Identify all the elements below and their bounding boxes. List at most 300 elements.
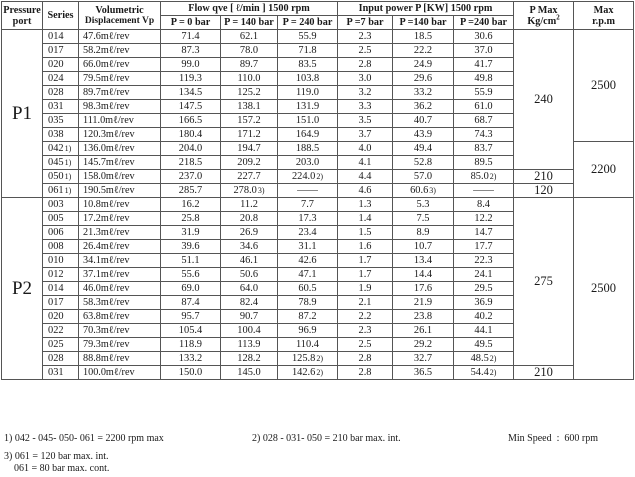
power-7bar-cell — [338, 226, 393, 240]
header-pmax-unit: $Kg/cm^2$ — [527, 13, 560, 27]
power-140bar-cell — [393, 86, 454, 100]
power-240bar-cell — [454, 198, 514, 212]
flow-140bar-cell-value: 227.7 — [237, 171, 261, 182]
max-rpm-cell — [574, 198, 634, 380]
series-cell-value: 008 — [48, 241, 64, 252]
power-140bar-cell-value: 32.7 — [413, 353, 433, 364]
power-140bar-cell — [393, 338, 454, 352]
power-7bar-cell — [338, 282, 393, 296]
displacement-cell-value: 66.0mℓ/rev — [83, 59, 130, 70]
power-240bar-cell — [454, 254, 514, 268]
displacement-cell-value: 145.7mℓ/rev — [83, 157, 135, 168]
series-cell-value: 014 — [48, 31, 64, 42]
displacement-cell — [79, 184, 161, 198]
power-240bar-cell-value: 24.1 — [474, 269, 493, 280]
power-7bar-cell — [338, 240, 393, 254]
displacement-cell — [79, 30, 161, 44]
displacement-cell — [79, 170, 161, 184]
power-240bar-cell — [454, 226, 514, 240]
flow-240bar-cell-value: 142.6 — [291, 367, 316, 378]
pmax-cell — [514, 184, 574, 198]
power-140bar-cell — [393, 352, 454, 366]
header-input-power: Input power P [KW] 1500 rpm — [338, 2, 514, 16]
power-7bar-cell — [338, 72, 393, 86]
flow-0bar-cell-value: 237.0 — [178, 171, 203, 182]
flow-240bar-cell-value: 203.0 — [295, 157, 320, 168]
power-140bar-cell — [393, 282, 454, 296]
flow-0bar-cell — [161, 114, 221, 128]
flow-240bar-cell — [278, 226, 338, 240]
flow-240bar-cell — [278, 212, 338, 226]
displacement-cell — [79, 156, 161, 170]
power-240bar-cell — [454, 352, 514, 366]
power-140bar-cell-value: 5.3 — [416, 199, 430, 210]
header-power-240bar: P =240 bar — [454, 16, 514, 30]
power-7bar-cell-value: 2.8 — [358, 353, 372, 364]
power-140bar-cell-value: 23.8 — [413, 311, 433, 322]
max-rpm-cell — [574, 142, 634, 198]
displacement-cell-value: 70.3mℓ/rev — [83, 325, 130, 336]
power-240bar-cell — [454, 338, 514, 352]
flow-140bar-cell — [221, 212, 278, 226]
displacement-cell-value: 17.2mℓ/rev — [83, 213, 130, 224]
flow-240bar-cell-value: 151.0 — [295, 115, 320, 126]
series-cell — [43, 212, 79, 226]
series-cell — [43, 352, 79, 366]
power-240bar-cell — [454, 268, 514, 282]
table-header — [2, 2, 634, 30]
series-cell-value: 017 — [48, 297, 64, 308]
power-240bar-cell-value: —— — [473, 185, 494, 196]
power-140bar-cell — [393, 268, 454, 282]
power-240bar-cell — [454, 366, 514, 380]
displacement-cell — [79, 72, 161, 86]
power-140bar-cell — [393, 212, 454, 226]
flow-240bar-cell-value: 110.4 — [296, 339, 319, 350]
series-cell — [43, 310, 79, 324]
power-7bar-cell — [338, 170, 393, 184]
power-240bar-cell-value: 41.7 — [474, 59, 493, 70]
series-cell — [43, 100, 79, 114]
flow-140bar-cell — [221, 86, 278, 100]
power-240bar-cell — [454, 212, 514, 226]
series-cell — [43, 58, 79, 72]
flow-0bar-cell-value: 39.6 — [181, 241, 200, 252]
flow-140bar-cell-value: 125.2 — [237, 87, 261, 98]
flow-240bar-cell — [278, 184, 338, 198]
power-240bar-cell — [454, 86, 514, 100]
pmax-cell-value: 240 — [534, 92, 553, 106]
flow-0bar-cell — [161, 72, 221, 86]
power-240bar-cell-value: 29.5 — [474, 283, 493, 294]
flow-0bar-cell-value: 118.9 — [179, 339, 202, 350]
power-7bar-cell — [338, 86, 393, 100]
displacement-cell-value: 21.3mℓ/rev — [83, 227, 130, 238]
power-140bar-cell-value: 22.2 — [413, 45, 433, 56]
displacement-cell-value: 88.8mℓ/rev — [83, 353, 130, 364]
power-7bar-cell — [338, 268, 393, 282]
table-row — [2, 30, 634, 44]
flow-0bar-cell — [161, 170, 221, 184]
footnote-3b: 061 = 80 bar max. cont. — [14, 463, 110, 474]
header-pmax-title: P Max — [529, 4, 558, 16]
power-140bar-cell — [393, 170, 454, 184]
footnote-marker: 1) — [64, 172, 72, 181]
displacement-cell — [79, 212, 161, 226]
series-cell — [43, 156, 79, 170]
power-240bar-cell — [454, 142, 514, 156]
flow-140bar-cell-value: 11.2 — [240, 199, 258, 210]
flow-240bar-cell — [278, 142, 338, 156]
table-body — [2, 30, 634, 380]
series-cell-value: 042 — [48, 143, 64, 154]
power-140bar-cell — [393, 30, 454, 44]
power-240bar-cell-value: 49.8 — [474, 73, 493, 84]
footnote-marker: 1) — [64, 158, 72, 167]
power-7bar-cell-value: 2.8 — [358, 59, 372, 70]
displacement-cell — [79, 198, 161, 212]
power-140bar-cell-value: 33.2 — [413, 87, 433, 98]
header-volumetric-sub: Displacement Vp — [84, 15, 155, 26]
flow-240bar-cell — [278, 44, 338, 58]
flow-140bar-cell-value: 46.1 — [239, 255, 259, 266]
footnote-marker: 3) — [257, 186, 265, 195]
flow-0bar-cell — [161, 44, 221, 58]
power-7bar-cell-value: 1.7 — [358, 269, 372, 280]
flow-140bar-cell — [221, 366, 278, 380]
pmax-cell-value: 210 — [534, 365, 553, 379]
header-max-rpm-sub: r.p.m — [592, 15, 615, 27]
power-7bar-cell-value: 1.4 — [358, 213, 372, 224]
footnote-marker: 2) — [316, 172, 324, 181]
power-240bar-cell-value: 68.7 — [474, 115, 493, 126]
table-row — [2, 198, 634, 212]
power-7bar-cell — [338, 114, 393, 128]
power-7bar-cell — [338, 366, 393, 380]
series-cell — [43, 338, 79, 352]
power-240bar-cell-value: 17.7 — [474, 241, 493, 252]
footnote-marker: 1) — [64, 186, 72, 195]
flow-0bar-cell — [161, 296, 221, 310]
series-cell-value: 045 — [48, 157, 64, 168]
power-240bar-cell-value: 12.2 — [474, 213, 493, 224]
flow-140bar-cell — [221, 310, 278, 324]
power-7bar-cell-value: 1.6 — [358, 241, 372, 252]
series-cell-value: 050 — [48, 171, 64, 182]
flow-240bar-cell-value: 83.5 — [298, 59, 317, 70]
series-cell — [43, 30, 79, 44]
flow-240bar-cell — [278, 324, 338, 338]
min-speed-note: Min Speed : 600 rpm — [508, 433, 598, 444]
flow-140bar-cell — [221, 240, 278, 254]
flow-0bar-cell-value: 134.5 — [178, 87, 203, 98]
power-240bar-cell-value: 30.6 — [474, 31, 493, 42]
power-7bar-cell — [338, 296, 393, 310]
power-7bar-cell-value: 3.7 — [358, 129, 372, 140]
power-7bar-cell-value: 4.1 — [358, 157, 372, 168]
flow-240bar-cell-value: 87.2 — [298, 311, 317, 322]
displacement-cell — [79, 240, 161, 254]
max-rpm-cell-value: 2500 — [591, 78, 617, 92]
flow-140bar-cell-value: 157.2 — [237, 115, 261, 126]
displacement-cell — [79, 324, 161, 338]
flow-0bar-cell — [161, 198, 221, 212]
power-240bar-cell — [454, 44, 514, 58]
flow-0bar-cell — [161, 310, 221, 324]
flow-140bar-cell — [221, 170, 278, 184]
power-140bar-cell-value: 14.4 — [413, 269, 433, 280]
flow-0bar-cell — [161, 282, 221, 296]
flow-140bar-cell-value: 138.1 — [237, 101, 261, 112]
flow-0bar-cell — [161, 226, 221, 240]
header-power-140bar: P =140 bar — [393, 16, 454, 30]
flow-140bar-cell — [221, 100, 278, 114]
power-240bar-cell — [454, 58, 514, 72]
flow-0bar-cell — [161, 338, 221, 352]
power-7bar-cell-value: 2.1 — [358, 297, 372, 308]
flow-140bar-cell-value: 278.0 — [233, 185, 257, 196]
max-rpm-cell-value: 2500 — [591, 281, 617, 295]
power-140bar-cell-value: 49.4 — [413, 143, 433, 154]
power-7bar-cell-value: 2.5 — [358, 339, 372, 350]
flow-140bar-cell — [221, 156, 278, 170]
flow-140bar-cell — [221, 72, 278, 86]
footnote-3a: 3) 061 = 120 bar max. int. — [4, 451, 109, 462]
power-140bar-cell — [393, 310, 454, 324]
displacement-cell-value: 37.1mℓ/rev — [83, 269, 130, 280]
pmax-cell — [514, 170, 574, 184]
series-cell-value: 025 — [48, 339, 64, 350]
power-7bar-cell — [338, 198, 393, 212]
footnote-marker: 3) — [429, 186, 436, 195]
flow-240bar-cell — [278, 72, 338, 86]
power-240bar-cell-value: 44.1 — [474, 325, 493, 336]
header-volumetric-title: Volumetric — [95, 4, 144, 16]
flow-140bar-cell — [221, 198, 278, 212]
power-140bar-cell-value: 43.9 — [413, 129, 433, 140]
flow-240bar-cell-value: 31.1 — [298, 241, 317, 252]
series-cell-value: 003 — [48, 199, 64, 210]
series-cell-value: 020 — [48, 59, 64, 70]
series-cell — [43, 72, 79, 86]
power-240bar-cell — [454, 30, 514, 44]
flow-240bar-cell-value: 55.9 — [298, 31, 317, 42]
footnote-marker: 2) — [316, 354, 324, 363]
series-cell — [43, 142, 79, 156]
power-7bar-cell-value: 1.9 — [358, 283, 372, 294]
flow-0bar-cell — [161, 142, 221, 156]
displacement-cell-value: 190.5mℓ/rev — [83, 185, 135, 196]
pressure-port-p1 — [2, 30, 43, 198]
flow-240bar-cell — [278, 198, 338, 212]
flow-0bar-cell-value: 204.0 — [178, 143, 203, 154]
power-7bar-cell — [338, 254, 393, 268]
flow-140bar-cell-value: 100.4 — [237, 325, 261, 336]
power-7bar-cell-value: 3.2 — [358, 87, 372, 98]
flow-0bar-cell-value: 105.4 — [178, 325, 203, 336]
flow-140bar-cell-value: 128.2 — [237, 353, 261, 364]
power-140bar-cell-value: 29.6 — [413, 73, 433, 84]
power-140bar-cell-value: 36.5 — [413, 367, 433, 378]
header-power-7bar: P =7 bar — [338, 16, 393, 30]
pressure-port-p2-value: P2 — [11, 278, 33, 299]
power-7bar-cell-value: 3.3 — [358, 101, 372, 112]
flow-140bar-cell-value: 209.2 — [237, 157, 261, 168]
displacement-cell-value: 120.3mℓ/rev — [83, 129, 135, 140]
power-140bar-cell-value: 40.7 — [413, 115, 433, 126]
header-series: Series — [43, 2, 79, 30]
footnote-marker: 2) — [489, 172, 497, 181]
footnote-marker: 2) — [489, 368, 497, 377]
displacement-cell-value: 158.0mℓ/rev — [83, 171, 135, 182]
series-cell — [43, 366, 79, 380]
power-140bar-cell-value: 13.4 — [413, 255, 433, 266]
power-140bar-cell-value: 10.7 — [413, 241, 433, 252]
displacement-cell-value: 26.4mℓ/rev — [83, 241, 130, 252]
power-140bar-cell-value: 36.2 — [413, 101, 433, 112]
header-volumetric — [79, 2, 161, 30]
flow-0bar-cell-value: 95.7 — [181, 311, 200, 322]
series-cell-value: 012 — [48, 269, 64, 280]
series-cell — [43, 282, 79, 296]
power-7bar-cell-value: 3.5 — [358, 115, 372, 126]
header-flow-240bar: P = 240 bar — [278, 16, 338, 30]
flow-0bar-cell — [161, 366, 221, 380]
series-cell — [43, 296, 79, 310]
flow-240bar-cell-value: 103.8 — [295, 73, 320, 84]
power-240bar-cell — [454, 296, 514, 310]
flow-0bar-cell-value: 150.0 — [178, 367, 203, 378]
header-pressure-port: Pressure port — [2, 2, 43, 30]
flow-140bar-cell — [221, 184, 278, 198]
series-cell-value: 035 — [48, 115, 64, 126]
power-7bar-cell-value: 4.4 — [358, 171, 372, 182]
displacement-cell — [79, 142, 161, 156]
series-cell — [43, 86, 79, 100]
flow-140bar-cell-value: 78.0 — [239, 45, 259, 56]
power-7bar-cell — [338, 142, 393, 156]
flow-0bar-cell-value: 25.8 — [181, 213, 200, 224]
header-flow-0bar: P = 0 bar — [161, 16, 221, 30]
power-7bar-cell — [338, 100, 393, 114]
power-240bar-cell-value: 89.5 — [474, 157, 493, 168]
flow-0bar-cell-value: 180.4 — [178, 129, 203, 140]
flow-140bar-cell — [221, 324, 278, 338]
flow-0bar-cell-value: 133.2 — [178, 353, 203, 364]
power-140bar-cell-value: 52.8 — [413, 157, 433, 168]
flow-0bar-cell — [161, 58, 221, 72]
series-cell-value: 014 — [48, 283, 64, 294]
pressure-port-p1-value: P1 — [11, 103, 33, 124]
series-cell-value: 031 — [48, 101, 64, 112]
power-140bar-cell-value: 60.6 — [410, 185, 429, 196]
pmax-cell — [514, 366, 574, 380]
displacement-cell-value: 58.2mℓ/rev — [83, 45, 130, 56]
flow-240bar-cell-value: 71.8 — [298, 45, 317, 56]
displacement-cell — [79, 338, 161, 352]
series-cell-value: 061 — [48, 185, 64, 196]
flow-240bar-cell-value: 7.7 — [301, 199, 314, 210]
flow-0bar-cell-value: 69.0 — [181, 283, 200, 294]
displacement-cell — [79, 268, 161, 282]
flow-0bar-cell — [161, 156, 221, 170]
flow-140bar-cell-value: 145.0 — [237, 367, 261, 378]
displacement-cell — [79, 58, 161, 72]
flow-240bar-cell-value: 125.8 — [291, 353, 316, 364]
displacement-cell — [79, 310, 161, 324]
power-140bar-cell — [393, 226, 454, 240]
displacement-cell — [79, 282, 161, 296]
power-7bar-cell — [338, 58, 393, 72]
flow-140bar-cell — [221, 142, 278, 156]
power-140bar-cell — [393, 58, 454, 72]
power-240bar-cell-value: 48.5 — [470, 353, 489, 364]
displacement-cell — [79, 296, 161, 310]
power-140bar-cell — [393, 198, 454, 212]
flow-140bar-cell-value: 82.4 — [239, 297, 259, 308]
displacement-cell — [79, 86, 161, 100]
displacement-cell-value: 100.0mℓ/rev — [83, 367, 135, 378]
flow-240bar-cell — [278, 254, 338, 268]
max-rpm-cell-value: 2200 — [591, 162, 617, 176]
flow-0bar-cell — [161, 100, 221, 114]
power-7bar-cell — [338, 352, 393, 366]
power-7bar-cell — [338, 212, 393, 226]
power-240bar-cell-value: 49.5 — [474, 339, 493, 350]
spec-table — [1, 1, 634, 380]
flow-140bar-cell — [221, 114, 278, 128]
footnote-marker: 2) — [316, 368, 324, 377]
power-140bar-cell — [393, 324, 454, 338]
series-cell-value: 006 — [48, 227, 64, 238]
flow-240bar-cell — [278, 268, 338, 282]
flow-140bar-cell — [221, 282, 278, 296]
flow-0bar-cell — [161, 240, 221, 254]
flow-240bar-cell — [278, 352, 338, 366]
flow-240bar-cell — [278, 338, 338, 352]
power-240bar-cell-value: 14.7 — [474, 227, 493, 238]
series-cell — [43, 184, 79, 198]
series-cell-value: 031 — [48, 367, 64, 378]
flow-240bar-cell — [278, 86, 338, 100]
displacement-cell-value: 47.6mℓ/rev — [83, 31, 130, 42]
power-140bar-cell-value: 17.6 — [413, 283, 433, 294]
flow-140bar-cell — [221, 338, 278, 352]
max-rpm-cell — [574, 30, 634, 142]
flow-140bar-cell-value: 194.7 — [237, 143, 261, 154]
power-7bar-cell — [338, 156, 393, 170]
flow-240bar-cell — [278, 114, 338, 128]
flow-140bar-cell — [221, 268, 278, 282]
flow-0bar-cell — [161, 212, 221, 226]
flow-140bar-cell-value: 20.8 — [239, 213, 259, 224]
flow-240bar-cell — [278, 100, 338, 114]
power-240bar-cell-value: 36.9 — [474, 297, 493, 308]
power-240bar-cell-value: 85.0 — [470, 171, 489, 182]
displacement-cell-value: 111.0mℓ/rev — [83, 115, 134, 126]
flow-240bar-cell — [278, 156, 338, 170]
power-240bar-cell — [454, 310, 514, 324]
flow-140bar-cell-value: 89.7 — [239, 59, 259, 70]
flow-140bar-cell — [221, 352, 278, 366]
series-cell — [43, 198, 79, 212]
header-flow-140bar: P = 140 bar — [221, 16, 278, 30]
flow-140bar-cell — [221, 30, 278, 44]
displacement-cell — [79, 254, 161, 268]
flow-0bar-cell — [161, 184, 221, 198]
power-7bar-cell — [338, 324, 393, 338]
table-row — [2, 184, 634, 198]
